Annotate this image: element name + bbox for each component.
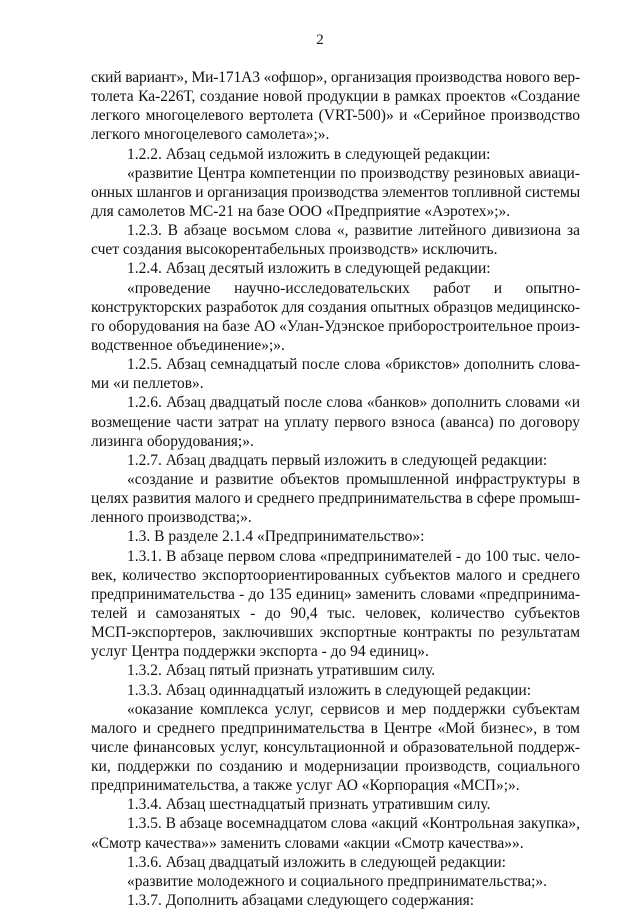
text-line: го оборудования на базе АО «Улан-Удэнское приборостроительное произ- [91,317,580,335]
text-line: услуг Центра поддержки экспорта - до 94 единиц». [91,643,429,661]
text-line: «Смотр качества»» заменить словами «акции «Смотр качества»». [91,834,524,852]
text-line: ки, поддержки по созданию и модернизации производств, социального [91,758,580,776]
text-line: 1.2.6. Абзац двадцатый после слова «банков» дополнить словами «и [127,394,580,412]
text-line: легкого многоцелевого самолета»;». [91,126,330,144]
text-line: 1.2.4. Абзац десятый изложить в следующей редакции: [127,260,491,278]
text-line: 1.3.6. Абзац двадцатый изложить в следующей редакции: [127,853,506,871]
text-line: онных шлангов и организация производства элементов топливной системы [91,183,580,201]
text-line: предпринимательства - до 135 единиц» заменить словами «предпринима- [91,585,580,603]
text-line: толета Ка-226Т, создание новой продукции в рамках проектов «Создание [91,88,580,106]
text-line: 1.3.1. В абзаце первом слова «предпринимателей - до 100 тыс. чело- [127,547,580,565]
text-line: 1.3. В разделе 2.1.4 «Предпринимательство»: [127,528,425,546]
text-line: «развитие Центра компетенции по производству резиновых авиаци- [127,164,580,182]
text-line: «развитие молодежного и социального предпринимательства;». [127,872,548,890]
text-line: век, количество экспортоориентированных субъектов малого и среднего [91,566,580,584]
text-line: 1.3.4. Абзац шестнадцатый признать утратившим силу. [127,796,491,814]
text-line: 1.2.3. В абзаце восьмом слова «, развитие литейного дивизиона за [127,222,580,240]
text-line: числе финансовых услуг, консультационной и образовательной поддерж- [91,738,580,756]
text-line: 1.3.7. Дополнить абзацами следующего содержания: [127,892,475,910]
text-line: 1.3.3. Абзац одиннадцатый изложить в следующей редакции: [127,681,532,699]
text-line: 1.3.2. Абзац пятый признать утратившим силу. [127,662,436,680]
text-line: 1.2.2. Абзац седьмой изложить в следующей редакции: [127,145,491,163]
text-line: счет создания высокорентабельных производств» исключить. [91,241,498,259]
text-line: ленного производства;». [91,509,252,527]
text-line: лизинга оборудования;». [91,432,254,450]
text-line: целях развития малого и среднего предпринимательства в сфере промыш- [91,490,580,508]
document-body [91,68,580,910]
text-line: ми «и пеллетов». [91,375,204,393]
text-line: «создание и развитие объектов промышленной инфраструктуры в [127,470,580,488]
text-line: 1.2.7. Абзац двадцать первый изложить в следующей редакции: [127,451,548,469]
text-line: водственное объединение»;». [91,336,285,354]
text-line: конструкторских разработок для создания опытных образцов медицинско- [91,298,580,316]
page-number: 2 [316,32,324,48]
text-line: «оказание комплекса услуг, сервисов и мер поддержки субъектам [127,700,580,718]
text-line: «проведение научно-исследовательских работ и опытно- [127,279,580,297]
text-line: 1.2.5. Абзац семнадцатый после слова «брикстов» дополнить слова- [127,356,580,374]
text-line: телей и самозанятых - до 90,4 тыс. человек, количество субъектов [91,604,580,622]
text-line: ский вариант», Ми-171А3 «офшор», организация производства нового вер- [91,69,580,86]
text-line: возмещение части затрат на уплату первого взноса (аванса) по договору [91,413,580,431]
text-line: предпринимательства, а также услуг АО «Корпорация «МСП»;». [91,777,520,795]
text-line: легкого многоцелевого вертолета (VRT-500)» и «Серийное производство [91,107,580,125]
text-line: малого и среднего предпринимательства в Центре «Мой бизнес», в том [91,719,580,737]
text-line: 1.3.5. В абзаце восемнадцатом слова «акций «Контрольная закупка», [127,815,580,833]
text-line: МСП-экспортеров, заключивших экспортные контракты по результатам [91,624,580,642]
text-line: для самолетов МС-21 на базе ООО «Предприятие «Аэротех»;». [91,202,511,220]
